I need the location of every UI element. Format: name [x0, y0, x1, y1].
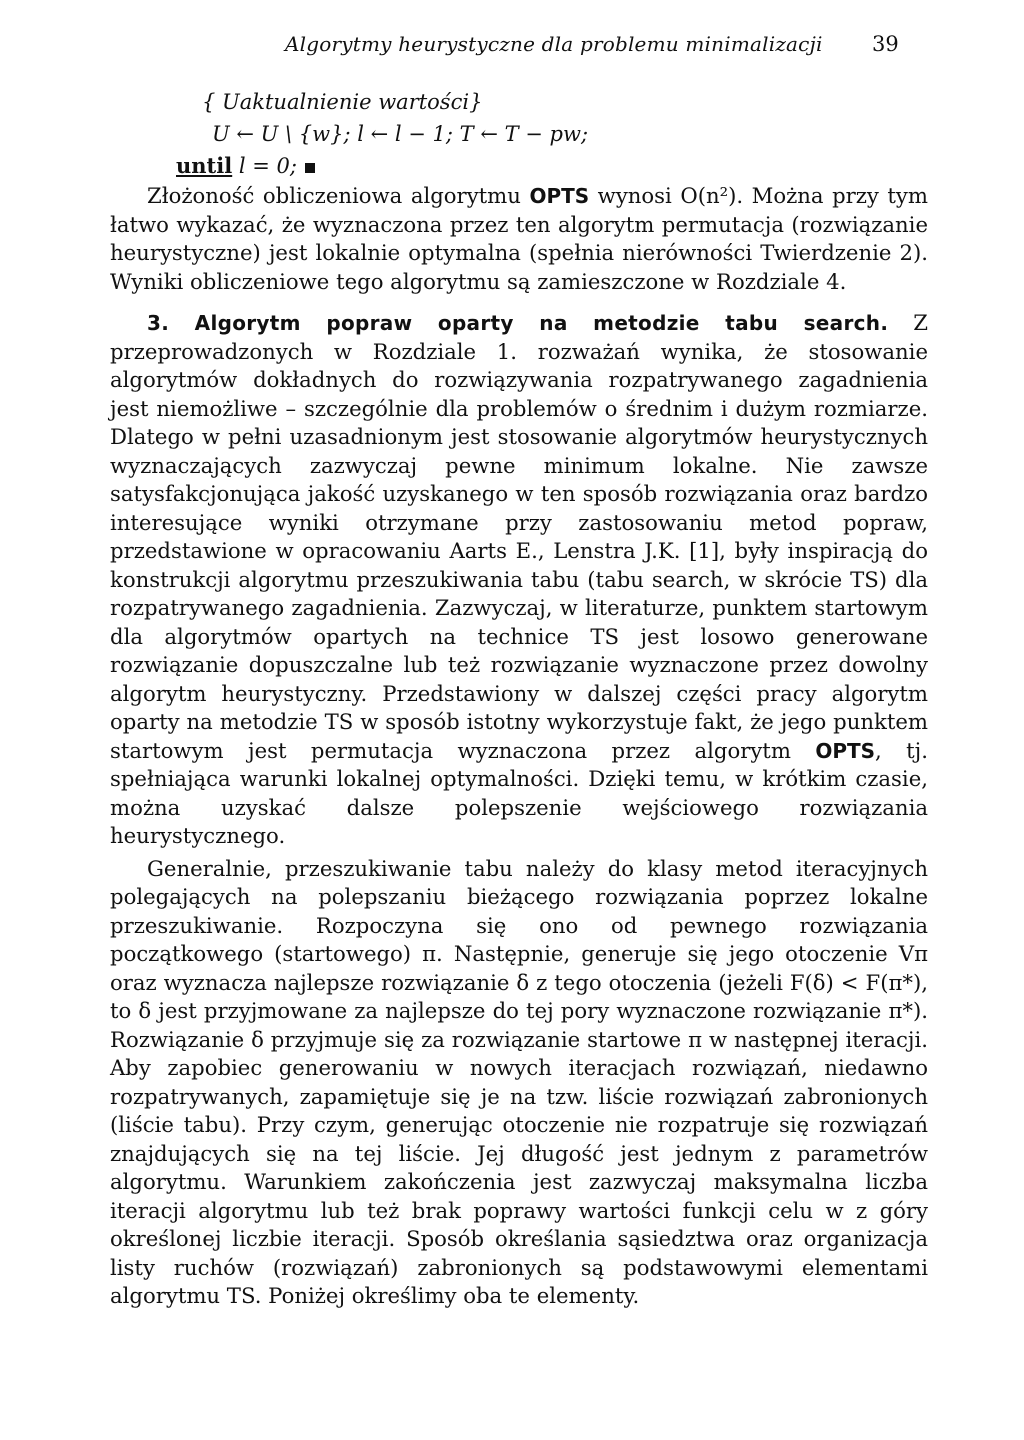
paragraph-section-3: [110, 309, 928, 851]
paragraph-text: Złożoność obliczeniowa algorytmu: [147, 183, 530, 208]
page-number: 39: [872, 32, 899, 56]
algorithm-name: OPTS: [529, 184, 590, 208]
paragraph-tabu-description: Generalnie, przeszukiwanie tabu należy do klasy metod iteracyjnych polegających na polepszaniu bieżącego rozwiązania poprzez lokalne przeszukiwanie. Rozpoczyna się ono od pewnego rozwiązania początkowego (startowego) π. Następnie, generuje się jego otoczenie Vπ oraz wyznacza najlepsze rozwiązanie δ z tego otoczenia (jeżeli F(δ) < F(π*), to δ jest przyjmowane za najlepsze do tej pory wyznaczone rozwiązanie π*). Rozwiązanie δ przyjmuje się za rozwiązanie startowe π w następnej iteracji. Aby zapobiec generowaniu w nowych iteracjach rozwiązań, niedawno rozpatrywanych, zapamiętuje się je na tzw. liście rozwiązań zabronionych (liście tabu). Przy czym, generując otoczenie nie rozpatruje się rozwiązań znajdujących się na tej liście. Jej długość jest jednym z parametrów algorytmu. Warunkiem zakończenia jest zazwyczaj maksymalna liczba iteracji algorytmu lub też brak poprawy wartości funkcji celu w z góry określonej liczbie iteracji. Sposób określania sąsiedztwa oraz organizacja listy ruchów (rozwiązań) zabronionych są podstawowymi elementami algorytmu TS. Poniżej określimy oba te elementy.: [110, 855, 928, 1308]
algorithm-name: OPTS: [815, 738, 876, 763]
algorithm-statement: U ← U \ {w}; l ← l − 1; T ← T − pw;: [212, 122, 589, 146]
paragraph-complexity: [110, 182, 928, 296]
body-text: [110, 182, 928, 1311]
algorithm-fragment: [176, 86, 588, 182]
end-of-proof-icon: [305, 163, 315, 173]
until-keyword: until: [176, 153, 233, 178]
paragraph-text: wynosi O(n²). Można przy tym łatwo wykazać, że wyznaczona przez ten algorytm permutacja (rozwiązanie heurystyczne) jest lokalnie optymalna (spełnia nierówności Twierdzenie 2). Wyniki obliczeniowe tego algorytmu są zamieszczone w Rozdziale 4.: [110, 183, 928, 294]
until-condition: l = 0;: [232, 154, 297, 178]
paragraph-text: Z przeprowadzonych w Rozdziale 1. rozważań wynika, że stosowanie algorytmów dokładnych do rozwiązywania rozpatrywanego zagadnienia jest niemożliwe – szczególnie dla problemów o średnim i dużym rozmiarze. Dlatego w pełni uzasadnionym jest stosowanie algorytmów heurystycznych wyznaczających zazwyczaj pewne minimum lokalne. Nie zawsze satysfakcjonująca jakość uzyskanego w ten sposób rozwiązania oraz bardzo interesujące wyniki otrzymane przy zastosowaniu metod popraw, przedstawione w opracowaniu Aarts E., Lenstra J.K. [1], były inspiracją do konstrukcji algorytmu przeszukiwania tabu (tabu search, w skrócie TS) dla rozpatrywanego zagadnienia. Zazwyczaj, w literaturze, punktem startowym dla algorytmów opartych na technice TS jest losowo generowane rozwiązanie dopuszczalne lub też rozwiązanie wyznaczone przez dowolny algorytm heurystyczny. Przedstawiony w dalszej części pracy algorytm oparty na metodzie TS w sposób istotny wykorzystuje fakt, że jego punktem startowym jest permutacja wyznaczona przez algorytm: [110, 310, 928, 763]
paragraph-text: , tj. spełniająca warunki lokalnej optymalności. Dzięki temu, w krótkim czasie, można uzyskać dalsze polepszenie wejściowego rozwiązania heurystycznego.: [110, 737, 928, 848]
section-heading: 3. Algorytm popraw oparty na metodzie tabu search.: [147, 311, 889, 335]
algorithm-until-line: [176, 150, 588, 182]
running-title: Algorytmy heurystyczne dla problemu minimalizacji: [285, 32, 823, 56]
algorithm-comment: { Uaktualnienie wartości}: [202, 90, 483, 114]
